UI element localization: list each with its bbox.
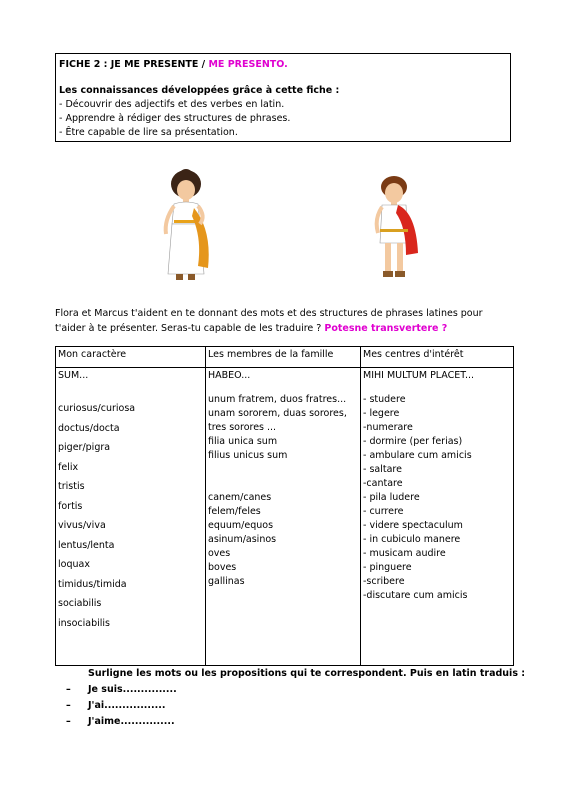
list-item: felix bbox=[58, 461, 79, 473]
family-lead: HABEO... bbox=[208, 370, 251, 381]
header-character: Mon caractère bbox=[56, 347, 206, 368]
task-instruction: Surligne les mots ou les propositions qui te correspondent. Puis en latin traduis : bbox=[88, 668, 526, 679]
list-item: -discutare cum amicis bbox=[363, 590, 468, 601]
skills-heading: Les connaissances développées grâce à cette fiche : bbox=[59, 85, 340, 96]
table-header-row bbox=[56, 347, 514, 368]
list-item: asinum/asinos bbox=[208, 534, 277, 545]
dash-bullet: – bbox=[66, 684, 71, 695]
list-item: - studere bbox=[363, 394, 406, 405]
character-lead: SUM... bbox=[58, 370, 89, 381]
list-item: -numerare bbox=[363, 422, 413, 433]
list-item: - currere bbox=[363, 506, 404, 517]
line-text: J'aime............... bbox=[88, 716, 175, 727]
list-item: fortis bbox=[58, 500, 83, 512]
list-item: tres sorores ... bbox=[208, 422, 277, 433]
dash-bullet: – bbox=[66, 716, 71, 727]
vocabulary-table bbox=[55, 346, 514, 666]
translation-line bbox=[66, 682, 177, 698]
translation-lines bbox=[66, 682, 177, 730]
list-item: equum/equos bbox=[208, 520, 274, 531]
skill-item: - Découvrir des adjectifs et des verbes en latin. bbox=[59, 99, 285, 110]
list-item: gallinas bbox=[208, 576, 245, 587]
translation-line bbox=[66, 698, 177, 714]
intro-text: Flora et Marcus t'aident en te donnant des mots et des structures de phrases latines pour t'aider à te présenter. Seras-tu capable de les traduire ? bbox=[55, 308, 483, 334]
skill-item: - Être capable de lire sa présentation. bbox=[59, 127, 238, 138]
list-item: curiosus/curiosa bbox=[58, 403, 136, 414]
list-item: canem/canes bbox=[208, 492, 272, 503]
interests-list bbox=[363, 393, 511, 603]
list-item: piger/pigra bbox=[58, 442, 111, 453]
worksheet-title bbox=[59, 58, 507, 72]
title-latin: ME PRESENTO. bbox=[208, 59, 288, 70]
translation-line bbox=[66, 714, 177, 730]
intro-latin-question: Potesne transvertere ? bbox=[324, 323, 448, 334]
line-text: Je suis............... bbox=[88, 684, 177, 695]
list-item: loquax bbox=[58, 559, 90, 570]
list-item: - pila ludere bbox=[363, 492, 420, 503]
list-item: vivus/viva bbox=[58, 520, 106, 531]
list-item: oves bbox=[208, 548, 231, 559]
title-french: FICHE 2 : JE ME PRESENTE / bbox=[59, 59, 209, 70]
list-item: unam sororem, duas sorores, bbox=[208, 408, 347, 419]
list-item: filia unica sum bbox=[208, 436, 278, 447]
interests-cell bbox=[361, 368, 514, 666]
list-item: - videre spectaculum bbox=[363, 520, 463, 531]
list-item: sociabilis bbox=[58, 598, 102, 609]
line-text: J'ai................. bbox=[88, 700, 166, 711]
list-item: - saltare bbox=[363, 464, 402, 475]
list-item: insociabilis bbox=[58, 617, 111, 629]
list-item: filius unicus sum bbox=[208, 450, 288, 461]
list-item: unum fratrem, duos fratres... bbox=[208, 394, 347, 405]
list-item: boves bbox=[208, 562, 237, 573]
list-item: - legere bbox=[363, 408, 400, 419]
family-cell bbox=[206, 368, 361, 666]
list-item: - dormire (per ferias) bbox=[363, 436, 463, 447]
family-list-people bbox=[208, 393, 358, 463]
header-box bbox=[55, 53, 511, 142]
list-item: -cantare bbox=[363, 478, 403, 489]
character-cell bbox=[56, 368, 206, 666]
list-item: timidus/timida bbox=[58, 578, 127, 590]
character-list bbox=[58, 403, 203, 630]
marcus-illustration bbox=[362, 173, 428, 285]
family-list-animals bbox=[208, 491, 358, 589]
flora-illustration bbox=[150, 168, 220, 286]
table-content-row bbox=[56, 368, 514, 666]
list-item: felem/feles bbox=[208, 506, 261, 517]
interests-lead: MIHI MULTUM PLACET... bbox=[363, 370, 475, 381]
intro-paragraph bbox=[55, 306, 515, 336]
dash-bullet: – bbox=[66, 700, 71, 711]
list-item: tristis bbox=[58, 481, 85, 492]
skill-item: - Apprendre à rédiger des structures de phrases. bbox=[59, 113, 291, 124]
list-item: -scribere bbox=[363, 576, 405, 587]
list-item: - pinguere bbox=[363, 562, 412, 573]
list-item: lentus/lenta bbox=[58, 539, 115, 551]
list-item: - musicam audire bbox=[363, 548, 446, 559]
list-item: - ambulare cum amicis bbox=[363, 450, 472, 461]
header-family: Les membres de la famille bbox=[206, 347, 361, 368]
header-interests: Mes centres d'intérêt bbox=[361, 347, 514, 368]
list-item: doctus/docta bbox=[58, 422, 120, 434]
list-item: - in cubiculo manere bbox=[363, 534, 461, 545]
